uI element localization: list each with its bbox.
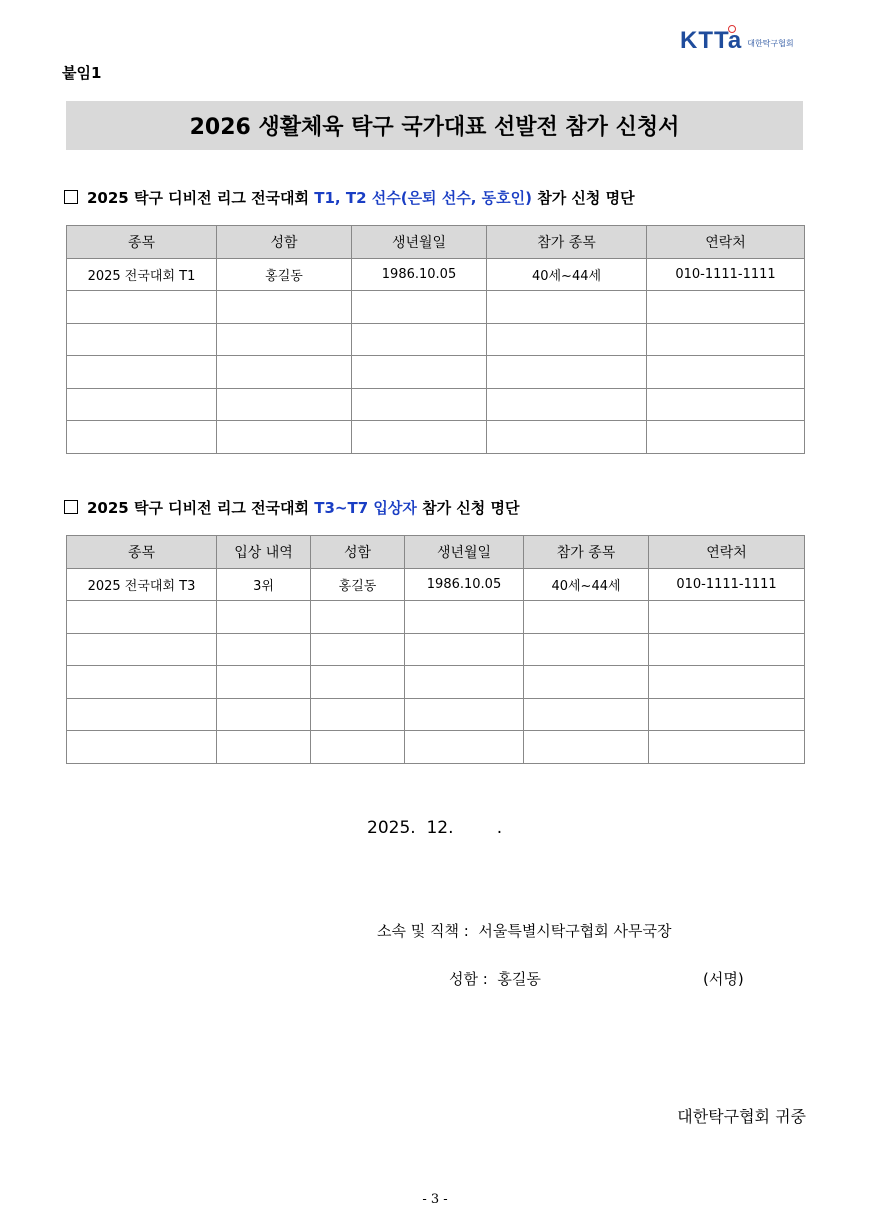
table-cell: 010-1111-1111 (649, 568, 805, 601)
table-cell: 1986.10.05 (405, 568, 524, 601)
table-cell (649, 633, 805, 666)
table-cell (487, 388, 647, 421)
table-cell (217, 323, 352, 356)
column-header: 참가 종목 (524, 536, 649, 569)
document-title (66, 101, 803, 150)
table-cell (647, 356, 805, 389)
table-cell (311, 601, 405, 634)
table-cell (649, 666, 805, 699)
table-cell: 3위 (217, 568, 311, 601)
table-cell (217, 731, 311, 764)
table-header-row (67, 226, 805, 259)
section2-highlight: T3~T7 입상자 (314, 499, 417, 517)
table-row (67, 666, 805, 699)
table-cell (647, 388, 805, 421)
section2-suffix: 참가 신청 명단 (416, 499, 520, 517)
column-header: 성함 (217, 226, 352, 259)
table-cell: 홍길동 (311, 568, 405, 601)
section1-highlight: T1, T2 선수(은퇴 선수, 동호인) (314, 189, 532, 207)
table-cell (487, 356, 647, 389)
table-row (67, 731, 805, 764)
table-cell (647, 323, 805, 356)
table-cell: 40세~44세 (487, 258, 647, 291)
table-cell (311, 731, 405, 764)
table-cell (352, 291, 487, 324)
section1-heading (64, 187, 635, 208)
table-cell (67, 731, 217, 764)
table-cell: 010-1111-1111 (647, 258, 805, 291)
table-cell (487, 323, 647, 356)
table-row (67, 356, 805, 389)
table-cell: 2025 전국대회 T1 (67, 258, 217, 291)
document-title-text: 2026 생활체육 탁구 국가대표 선발전 참가 신청서 (189, 115, 680, 140)
table-cell (524, 666, 649, 699)
section1-table (66, 225, 805, 454)
column-header: 생년월일 (405, 536, 524, 569)
table-cell (217, 421, 352, 454)
affiliation-line: 소속 및 직책 : 서울특별시탁구협회 사무국장 (377, 922, 672, 940)
column-header: 종목 (67, 536, 217, 569)
table-cell (217, 356, 352, 389)
table-cell (67, 698, 217, 731)
column-header: 연락처 (647, 226, 805, 259)
table-header-row (67, 536, 805, 569)
section1-prefix: 2025 탁구 디비전 리그 전국대회 (87, 189, 315, 207)
section2-heading (64, 497, 519, 518)
table-cell (524, 633, 649, 666)
table-cell (67, 291, 217, 324)
table-row (67, 258, 805, 291)
table-cell (217, 666, 311, 699)
table-cell (67, 601, 217, 634)
table-cell (405, 601, 524, 634)
page-number: - 3 - (422, 1192, 448, 1207)
table-cell (352, 388, 487, 421)
table-cell (524, 601, 649, 634)
table-cell (524, 698, 649, 731)
signature-seal: (서명) (703, 970, 744, 988)
column-header: 연락처 (649, 536, 805, 569)
name-line: 성함 : 홍길동 (449, 970, 541, 988)
column-header: 참가 종목 (487, 226, 647, 259)
table-row (67, 633, 805, 666)
table-cell: 40세~44세 (524, 568, 649, 601)
table-cell (487, 421, 647, 454)
table-cell (311, 633, 405, 666)
recipient: 대한탁구협회 귀중 (677, 1107, 806, 1126)
table-cell (649, 698, 805, 731)
table-row (67, 323, 805, 356)
table-cell (352, 356, 487, 389)
table-row (67, 698, 805, 731)
column-header: 종목 (67, 226, 217, 259)
table-cell (217, 291, 352, 324)
checkbox-icon (64, 500, 78, 514)
table-cell (67, 633, 217, 666)
table-cell (647, 291, 805, 324)
logo-mark: KTTa (680, 27, 743, 54)
column-header: 입상 내역 (217, 536, 311, 569)
table-cell: 1986.10.05 (352, 258, 487, 291)
table-cell (405, 731, 524, 764)
table-cell: 홍길동 (217, 258, 352, 291)
table-cell: 2025 전국대회 T3 (67, 568, 217, 601)
table-cell (67, 323, 217, 356)
table-cell (405, 666, 524, 699)
table-cell (217, 601, 311, 634)
section1-suffix: 참가 신청 명단 (532, 189, 635, 207)
table-cell (67, 356, 217, 389)
table-row (67, 421, 805, 454)
table-cell (647, 421, 805, 454)
table-cell (352, 421, 487, 454)
table-cell (524, 731, 649, 764)
table-cell (217, 698, 311, 731)
attachment-label: 붙임1 (62, 64, 102, 82)
table-row (67, 291, 805, 324)
column-header: 성함 (311, 536, 405, 569)
table-cell (649, 731, 805, 764)
table-cell (217, 633, 311, 666)
table-row (67, 568, 805, 601)
section2-prefix: 2025 탁구 디비전 리그 전국대회 (87, 499, 315, 517)
table-cell (67, 421, 217, 454)
checkbox-icon (64, 190, 78, 204)
table-cell (311, 666, 405, 699)
ktta-logo (680, 26, 794, 52)
table-cell (67, 388, 217, 421)
table-cell (487, 291, 647, 324)
table-row (67, 388, 805, 421)
table-cell (649, 601, 805, 634)
table-cell (352, 323, 487, 356)
logo-subtitle: 대한탁구협회 (747, 39, 794, 48)
application-date: 2025. 12. . (367, 818, 503, 838)
table-cell (405, 698, 524, 731)
table-cell (67, 666, 217, 699)
table-cell (311, 698, 405, 731)
column-header: 생년월일 (352, 226, 487, 259)
table-cell (405, 633, 524, 666)
section2-table (66, 535, 805, 764)
table-cell (217, 388, 352, 421)
table-row (67, 601, 805, 634)
